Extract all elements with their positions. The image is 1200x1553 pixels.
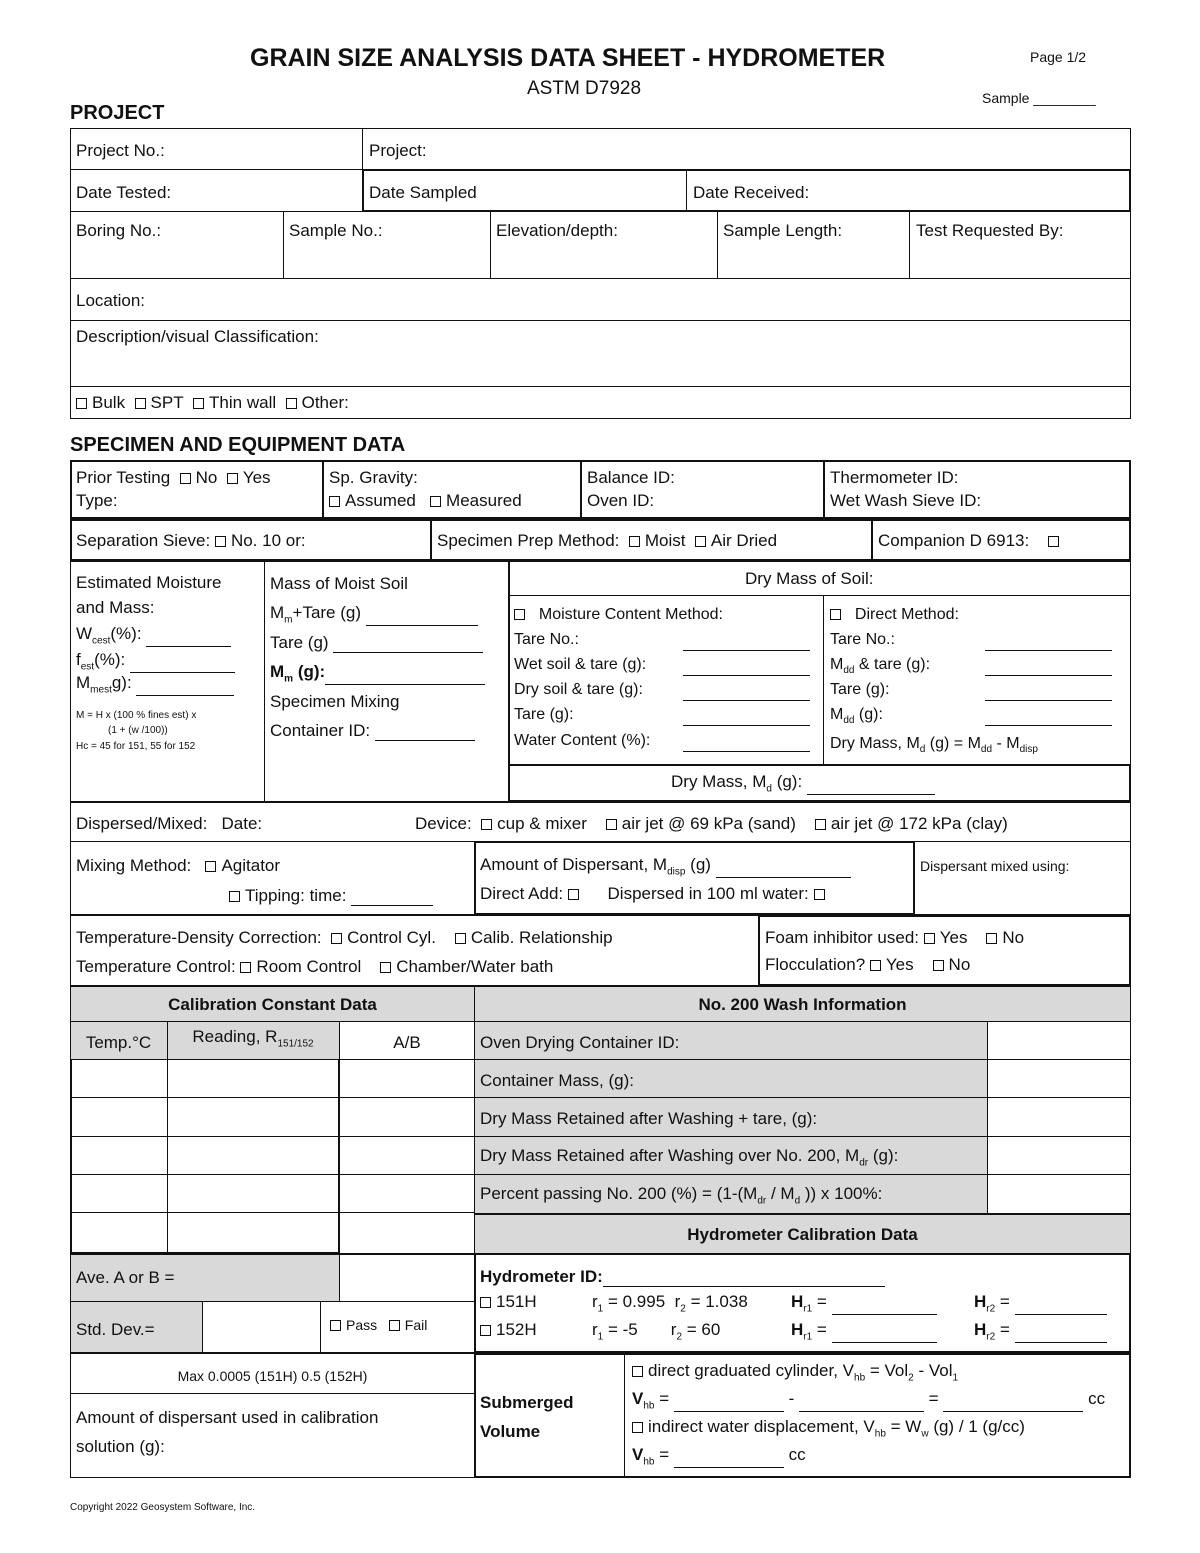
calibration-heading: Calibration Constant Data xyxy=(168,995,377,1014)
max-note: Max 0.0005 (151H) 0.5 (152H) xyxy=(177,1368,368,1384)
date-tested-field[interactable]: Date Tested: xyxy=(76,183,172,202)
mc-water-content[interactable]: Water Content (%): xyxy=(514,732,651,749)
companion: Companion D 6913: xyxy=(878,531,1064,551)
control-cyl-checkbox[interactable]: Control Cyl. xyxy=(331,928,436,947)
est-moisture-title: Estimated Moisture xyxy=(76,573,222,592)
prep-method: Specimen Prep Method: Moist Air Dried xyxy=(437,531,778,550)
dispersed-100-checkbox[interactable] xyxy=(814,889,825,900)
vhb-indirect-field[interactable]: $V_{hb}$ = cc xyxy=(632,1445,806,1468)
direct-add: Direct Add: Dispersed in 100 ml water: xyxy=(480,884,830,904)
elevation-field[interactable]: Elevation/depth: xyxy=(496,221,618,240)
amount-calibration-label2[interactable]: solution (g): xyxy=(76,1437,165,1456)
floc-no-checkbox[interactable]: No xyxy=(933,955,971,974)
flocculation: Flocculation? Yes No xyxy=(765,955,971,974)
wash-values[interactable] xyxy=(987,1021,1131,1214)
dry-mass-title: Dry Mass of Soil: xyxy=(745,569,874,588)
wash-row-container-id: Oven Drying Container ID: xyxy=(480,1033,680,1052)
direct-method-checkbox[interactable] xyxy=(830,609,841,620)
std-label: Std. Dev.= xyxy=(76,1320,155,1339)
sp-gravity-options xyxy=(329,491,522,511)
submerged-label1: Submerged xyxy=(480,1393,574,1412)
h152-r-values: $r_1 = -5$ $r_2 = 60$ xyxy=(592,1320,721,1343)
cup-mixer-checkbox[interactable]: cup & mixer xyxy=(481,814,587,833)
est-formula-line1: M = H x (100 % fines est) x xyxy=(76,710,197,721)
foam-box xyxy=(758,915,1131,986)
agitator-checkbox[interactable]: Agitator xyxy=(205,856,280,875)
temp-control: Temperature Control: Room Control Chamber/Water bath xyxy=(76,957,554,976)
date-sampled-field[interactable]: Date Sampled xyxy=(369,183,477,202)
dispersant-amount-box xyxy=(474,841,915,915)
moist-checkbox[interactable]: Moist xyxy=(629,531,686,550)
std-value-cell[interactable] xyxy=(202,1301,321,1353)
sample-no-field[interactable]: Sample No.: xyxy=(289,221,383,240)
page-title: GRAIN SIZE ANALYSIS DATA SHEET - HYDROMETER xyxy=(250,44,886,72)
dm-mdd[interactable]: $M_{dd}$ (g): xyxy=(830,706,883,727)
room-control-checkbox[interactable]: Room Control xyxy=(240,957,361,976)
moist-tare-field[interactable]: Tare (g) xyxy=(270,633,483,653)
mixing-method: Mixing Method: Agitator xyxy=(76,856,281,875)
separation-sieve: Separation Sieve: No. 10 or: xyxy=(76,531,306,550)
mc-tare-no[interactable]: Tare No.: xyxy=(514,631,579,648)
spt-checkbox[interactable]: SPT xyxy=(135,393,184,412)
submerged-label2: Volume xyxy=(480,1422,541,1441)
indirect-displacement-checkbox[interactable]: indirect water displacement, $V_{hb} = W_w$ (g) / 1 (g/cc) xyxy=(632,1417,1025,1440)
page-number: Page 1/2 xyxy=(1030,49,1087,65)
description-field[interactable]: Description/visual Classification: xyxy=(76,327,319,346)
mc-wet-soil[interactable]: Wet soil & tare (g): xyxy=(514,656,647,673)
moist-soil-title: Mass of Moist Soil xyxy=(270,574,408,593)
wash-row-container-mass: Container Mass, (g): xyxy=(480,1071,634,1090)
dm-dry-mass-eq: Dry Mass, $M_d$ $(g) = M_{dd} - M_{disp}$ xyxy=(830,735,1038,756)
type-field[interactable]: Type: xyxy=(76,491,118,510)
h151-r-values: $r_1 = 0.995$ $r_2 = 1.038$ xyxy=(592,1292,748,1315)
w-est-field[interactable]: $W_{cest}(\%)$: xyxy=(76,624,231,647)
tipping-checkbox[interactable]: Tipping: time: xyxy=(229,886,433,906)
dispersed-label: Dispersed/Mixed: Date: xyxy=(76,814,263,833)
foam-yes-checkbox[interactable]: Yes xyxy=(924,928,968,947)
mixing-container-field[interactable]: Container ID: xyxy=(270,721,475,741)
h152-hr1-field[interactable]: $H_{r1}$ = xyxy=(791,1320,937,1343)
temp-density: Temperature-Density Correction: Control Cyl. Calib. Relationship xyxy=(76,928,613,947)
no10-checkbox[interactable]: No. 10 or: xyxy=(215,531,306,550)
sp-gravity-label: Sp. Gravity: xyxy=(329,468,418,487)
mm-field[interactable]: $M_m$ (g): xyxy=(270,662,485,685)
thermometer-id-field[interactable]: Thermometer ID: xyxy=(830,468,959,487)
est-moisture-title2: and Mass: xyxy=(76,598,155,617)
h151-option[interactable]: 151H xyxy=(480,1292,537,1312)
prior-yes-checkbox[interactable]: Yes xyxy=(227,468,271,487)
ave-label: Ave. A or B = xyxy=(76,1268,175,1287)
chamber-checkbox[interactable]: Chamber/Water bath xyxy=(380,957,553,976)
amount-dispersant-field[interactable]: Amount of Dispersant, $M_{disp}$ (g) xyxy=(480,855,851,878)
other-checkbox[interactable]: Other: xyxy=(286,393,349,412)
date-received-field[interactable]: Date Received: xyxy=(693,183,810,202)
direct-add-checkbox[interactable] xyxy=(568,889,579,900)
prior-testing: Prior Testing No Yes xyxy=(76,468,271,487)
project-no-field[interactable]: Project No.: xyxy=(76,141,165,160)
h151-hr1-field[interactable]: $H_{r1}$ = xyxy=(791,1292,937,1315)
pass-checkbox[interactable]: Pass xyxy=(330,1317,377,1333)
assumed-checkbox[interactable]: Assumed xyxy=(329,491,416,510)
h152-option[interactable]: 152H xyxy=(480,1320,537,1340)
wash-row-percent-passing: Percent passing No. 200 (%) = ($1-(M_{dr} / M_d$ )) x 100%: xyxy=(480,1184,883,1207)
wash-row-retained-tare: Dry Mass Retained after Washing + tare, (g): xyxy=(480,1109,818,1128)
page-subtitle: ASTM D7928 xyxy=(527,78,642,99)
m-est-field[interactable]: $M_{mest}g$): xyxy=(76,673,234,696)
hydrometer-id-field[interactable]: Hydrometer ID: xyxy=(480,1267,885,1287)
companion-checkbox[interactable] xyxy=(1048,536,1059,547)
specimen-heading: SPECIMEN AND EQUIPMENT DATA xyxy=(70,434,406,456)
balance-id-field[interactable]: Balance ID: xyxy=(587,468,675,487)
sample-field[interactable]: Sample ________ xyxy=(982,90,1096,106)
air-jet-69-checkbox[interactable]: air jet @ 69 kPa (sand) xyxy=(606,814,796,833)
wash-row-retained-200: Dry Mass Retained after Washing over No. 200, $M_{dr}$ (g): xyxy=(480,1146,899,1169)
prior-no-checkbox[interactable]: No xyxy=(180,468,218,487)
dm-tare-no[interactable]: Tare No.: xyxy=(830,631,895,648)
thin-wall-checkbox[interactable]: Thin wall xyxy=(193,393,276,412)
est-formula-line3: Hc = 45 for 151, 55 for 152 xyxy=(76,741,196,752)
est-formula-line2: (1 + (w /100)) xyxy=(108,725,168,736)
dry-mass-total-field[interactable]: Dry Mass, $M_d$ (g): xyxy=(671,772,935,795)
floc-yes-checkbox[interactable]: Yes xyxy=(870,955,914,974)
copyright: Copyright 2022 Geosystem Software, Inc. xyxy=(70,1502,256,1513)
reading-col-header: Reading, $R_{151/152}$ xyxy=(192,1027,314,1050)
wash-heading: No. 200 Wash Information xyxy=(698,995,907,1014)
sample-type-options xyxy=(76,393,349,413)
air-jet-172-checkbox[interactable]: air jet @ 172 kPa (clay) xyxy=(815,814,1008,833)
device-options: Device: cup & mixer air jet @ 69 kPa (sand) air jet @ 172 kPa (clay) xyxy=(415,814,1008,833)
h152-hr2-field[interactable]: $H_{r2}$ = xyxy=(974,1320,1107,1343)
fail-checkbox[interactable]: Fail xyxy=(389,1317,428,1333)
direct-method: Direct Method: xyxy=(830,606,959,624)
measured-checkbox[interactable]: Measured xyxy=(430,491,522,510)
dm-tare[interactable]: Tare (g): xyxy=(830,681,890,698)
oven-id-field[interactable]: Oven ID: xyxy=(587,491,655,510)
mc-method-checkbox[interactable] xyxy=(514,609,525,620)
calib-rel-checkbox[interactable]: Calib. Relationship xyxy=(455,928,613,947)
vhb-direct-field[interactable]: $V_{hb}$ = - = cc xyxy=(632,1389,1106,1412)
location-field[interactable]: Location: xyxy=(76,291,145,310)
air-dried-checkbox[interactable]: Air Dried xyxy=(695,531,777,550)
dm-mdd-tare[interactable]: $M_{dd}$ & tare (g): xyxy=(830,656,931,677)
sample-length-field[interactable]: Sample Length: xyxy=(723,221,843,240)
mixing-label: Specimen Mixing xyxy=(270,692,400,711)
mc-dry-soil[interactable]: Dry soil & tare (g): xyxy=(514,681,643,698)
foam-inhibitor: Foam inhibitor used: Yes No xyxy=(765,928,1025,947)
mc-tare[interactable]: Tare (g): xyxy=(514,706,574,723)
hydrometer-heading: Hydrometer Calibration Data xyxy=(687,1225,918,1244)
h151-hr2-field[interactable]: $H_{r2}$ = xyxy=(974,1292,1107,1315)
temp-col-header: Temp.°C xyxy=(85,1033,152,1052)
ave-value-cell[interactable] xyxy=(339,1254,475,1302)
test-requested-field[interactable]: Test Requested By: xyxy=(916,221,1064,240)
dispersed-date-field[interactable]: Date: xyxy=(221,814,263,833)
boring-no-field[interactable]: Boring No.: xyxy=(76,221,162,240)
pass-fail xyxy=(330,1317,427,1333)
foam-no-checkbox[interactable]: No xyxy=(986,928,1024,947)
wet-wash-sieve-field[interactable]: Wet Wash Sieve ID: xyxy=(830,491,982,510)
ab-col-header: A/B xyxy=(393,1033,421,1052)
project-field[interactable]: Project: xyxy=(369,141,427,160)
project-heading: PROJECT xyxy=(70,102,165,124)
bulk-checkbox[interactable]: Bulk xyxy=(76,393,125,412)
mc-method: Moisture Content Method: xyxy=(514,606,723,624)
f-est-field[interactable]: $f_{est}(\%)$: xyxy=(76,650,235,673)
mm-tare-field[interactable]: $M_m+Tare$ (g) xyxy=(270,603,478,626)
amount-calibration-label1: Amount of dispersant used in calibration xyxy=(76,1408,379,1427)
direct-graduated-checkbox[interactable]: direct graduated cylinder, $V_{hb} = Vol_2 - Vol_1$ xyxy=(632,1361,958,1384)
dispersant-mixed-field[interactable]: Dispersant mixed using: xyxy=(920,858,1070,874)
